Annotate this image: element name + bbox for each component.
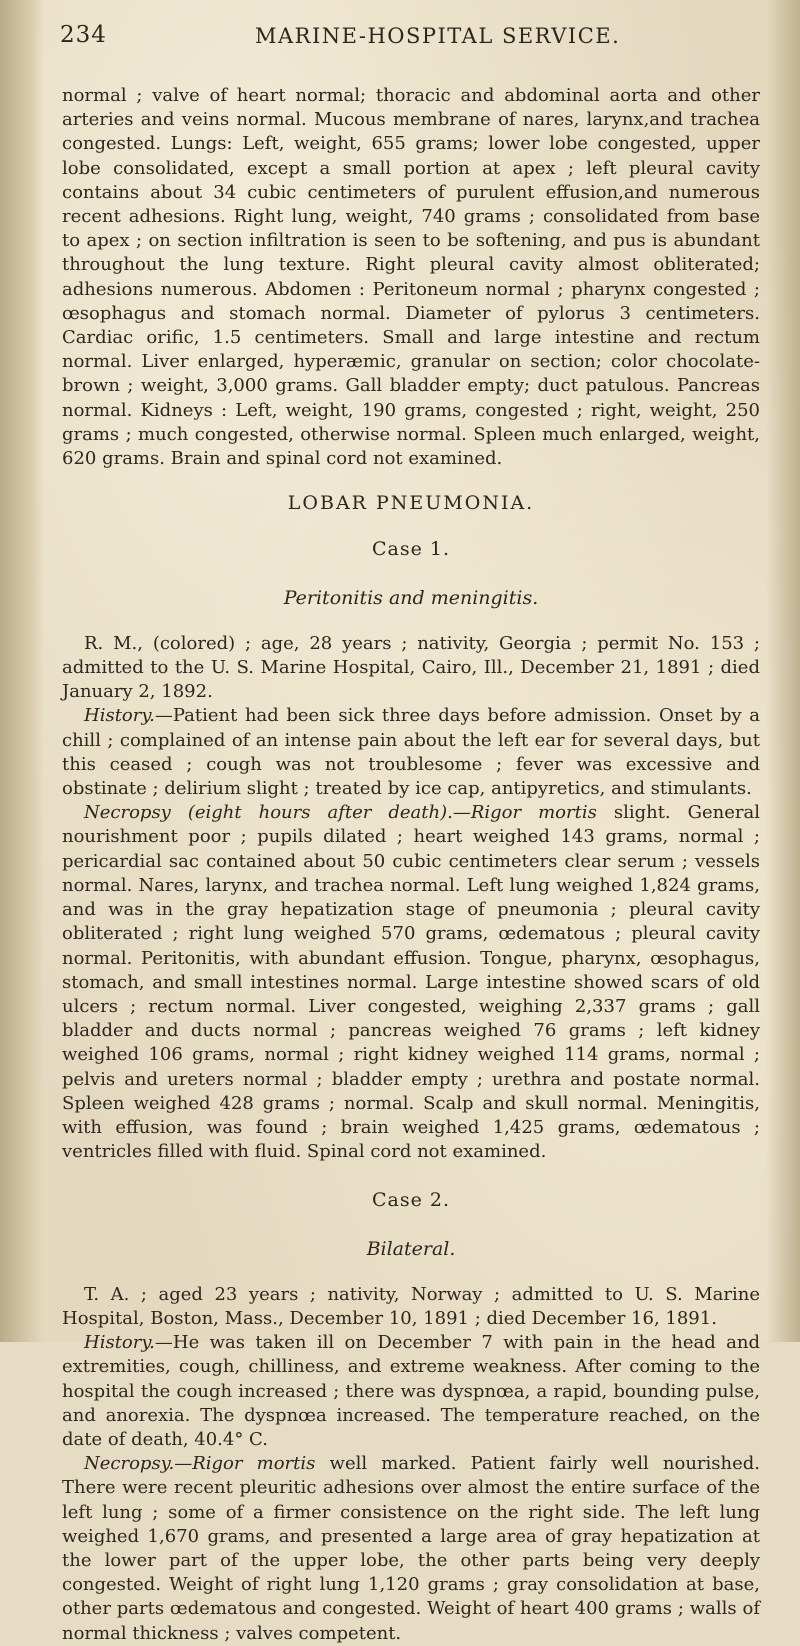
page-body: [62, 84, 760, 1646]
running-head: MARINE-HOSPITAL SERVICE.: [255, 24, 621, 48]
case-2-necropsy-dash: —: [174, 1453, 193, 1475]
case-2-history-text: —He was taken ill on December 7 with pain in the head and extremities, cough, chilliness, and extreme weakness. After coming to the hospital the cough increased ; there was dyspnœa, a rapid, bounding pulse, and anorexia. The dyspnœa increased. The temperature reached, on the date of death, 40.4° C.: [62, 1332, 760, 1450]
case-1-intro: R. M., (colored) ; age, 28 years ; nativity, Georgia ; permit No. 153 ; admitted to the U. S. Marine Hospital, Cairo, Ill., December 21, 1891 ; died January 2, 1892.: [62, 632, 760, 703]
case-1-necropsy-label: Necropsy (eight hours after death).: [84, 802, 453, 824]
case-2-history-label: History.: [84, 1332, 155, 1354]
page-edge-right: [766, 0, 800, 1342]
case-1-subtitle: Peritonitis and meningitis.: [283, 586, 539, 609]
case-1-title: Case 1.: [371, 538, 451, 561]
case-1-history-text: —Patient had been sick three days before admission. Onset by a chill ; complained of an intense pain about the left ear for several days, but this ceased ; cough was not troublesome ; fever was excessive and obstinate ; delirium slight ; treated by ice cap, antipyretics, and stimulants.: [62, 705, 760, 800]
case-2-necropsy: [62, 1452, 760, 1646]
continuation-paragraph: normal ; valve of heart normal; thoracic and abdominal aorta and other arteries and veins normal. Mucous membrane of nares, larynx,and trachea congested. Lungs: Left, weight, 655 grams; lower lobe congested, upper lobe consolidated, except a small portion at apex ; left pleural cavity contains about 34 cubic centimeters of purulent effusion,and numerous recent adhesions. Right lung, weight, 740 grams ; consolidated from base to apex ; on section infiltration is seen to be softening, and pus is abundant throughout the lung texture. Right pleural cavity almost obliterated; adhesions numerous. Abdomen : Peritoneum normal ; pharynx congested ; œsophagus and stomach normal. Diameter of pylorus 3 centimeters. Cardiac orific, 1.5 centimeters. Small and large intestine and rectum normal. Liver enlarged, hyperæmic, granular on section; color chocolate-brown ; weight, 3,000 grams. Gall bladder empty; duct patulous. Pancreas normal. Kidneys : Left, weight, 190 grams, congested ; right, weight, 250 grams ; much congested, otherwise normal. Spleen much enlarged, weight, 620 grams. Brain and spinal cord not examined.: [62, 85, 760, 470]
case-2-rigor-label: Rigor mortis: [192, 1453, 316, 1475]
case-2-necropsy-label: Necropsy.: [84, 1453, 175, 1475]
case-2-subtitle: Bilateral.: [366, 1237, 456, 1260]
case-1-necropsy-text: slight. General nourishment poor ; pupils dilated ; heart weighed 143 grams, normal ; pericardial sac contained about 50 cubic centimeters clear serum ; vessels normal. Nares, larynx, and trachea normal. Left lung weighed 1,824 grams, and was in the gray hepatization stage of pneumonia ; pleural cavity obliterated ; right lung weighed 570 grams, œdematous ; pleural cavity normal. Peritonitis, with abundant effusion. Tongue, pharynx, œsophagus, stomach, and small intestines normal. Large intestine showed scars of old ulcers ; rectum normal. Liver congested, weighing 2,337 grams ; gall bladder and ducts normal ; pancreas weighed 76 grams ; left kidney weighed 106 grams, normal ; right kidney weighed 114 grams, normal ; pelvis and ureters normal ; bladder empty ; urethra and postate normal. Spleen weighed 428 grams ; normal. Scalp and skull normal. Meningitis, with effusion, was found ; brain weighed 1,425 grams, œdematous ; ventricles filled with fluid. Spinal cord not examined.: [62, 802, 761, 1163]
case-1-necropsy: [62, 801, 760, 1164]
case-1-necropsy-dash: —: [452, 802, 471, 824]
case-1-history: [62, 704, 760, 801]
case-1-rigor-label: Rigor mortis: [470, 802, 597, 824]
case-2-intro: T. A. ; aged 23 years ; nativity, Norway ; admitted to U. S. Marine Hospital, Boston, Mass., December 10, 1891 ; died December 16, 1891.: [62, 1283, 760, 1329]
case-2-history: [62, 1331, 760, 1452]
page-header: [60, 22, 760, 62]
page-edge-left: [0, 0, 44, 1342]
case-2-title: Case 2.: [371, 1189, 451, 1212]
section-title: LOBAR PNEUMONIA.: [287, 492, 535, 515]
case-1-history-label: History.: [84, 705, 155, 727]
page-number: 234: [60, 22, 107, 48]
case-2-necropsy-text: well marked. Patient fairly well nourished. There were recent pleuritic adhesions over almost the entire surface of the left lung ; some of a firmer consistence on the right side. The left lung weighed 1,670 grams, and presented a large area of gray hepatization at the lower part of the upper lobe, the other parts being very deeply congested. Weight of right lung 1,120 grams ; gray consolidation at base, other parts œdematous and congested. Weight of heart 400 grams ; walls of normal thickness ; valves competent.: [62, 1453, 761, 1644]
